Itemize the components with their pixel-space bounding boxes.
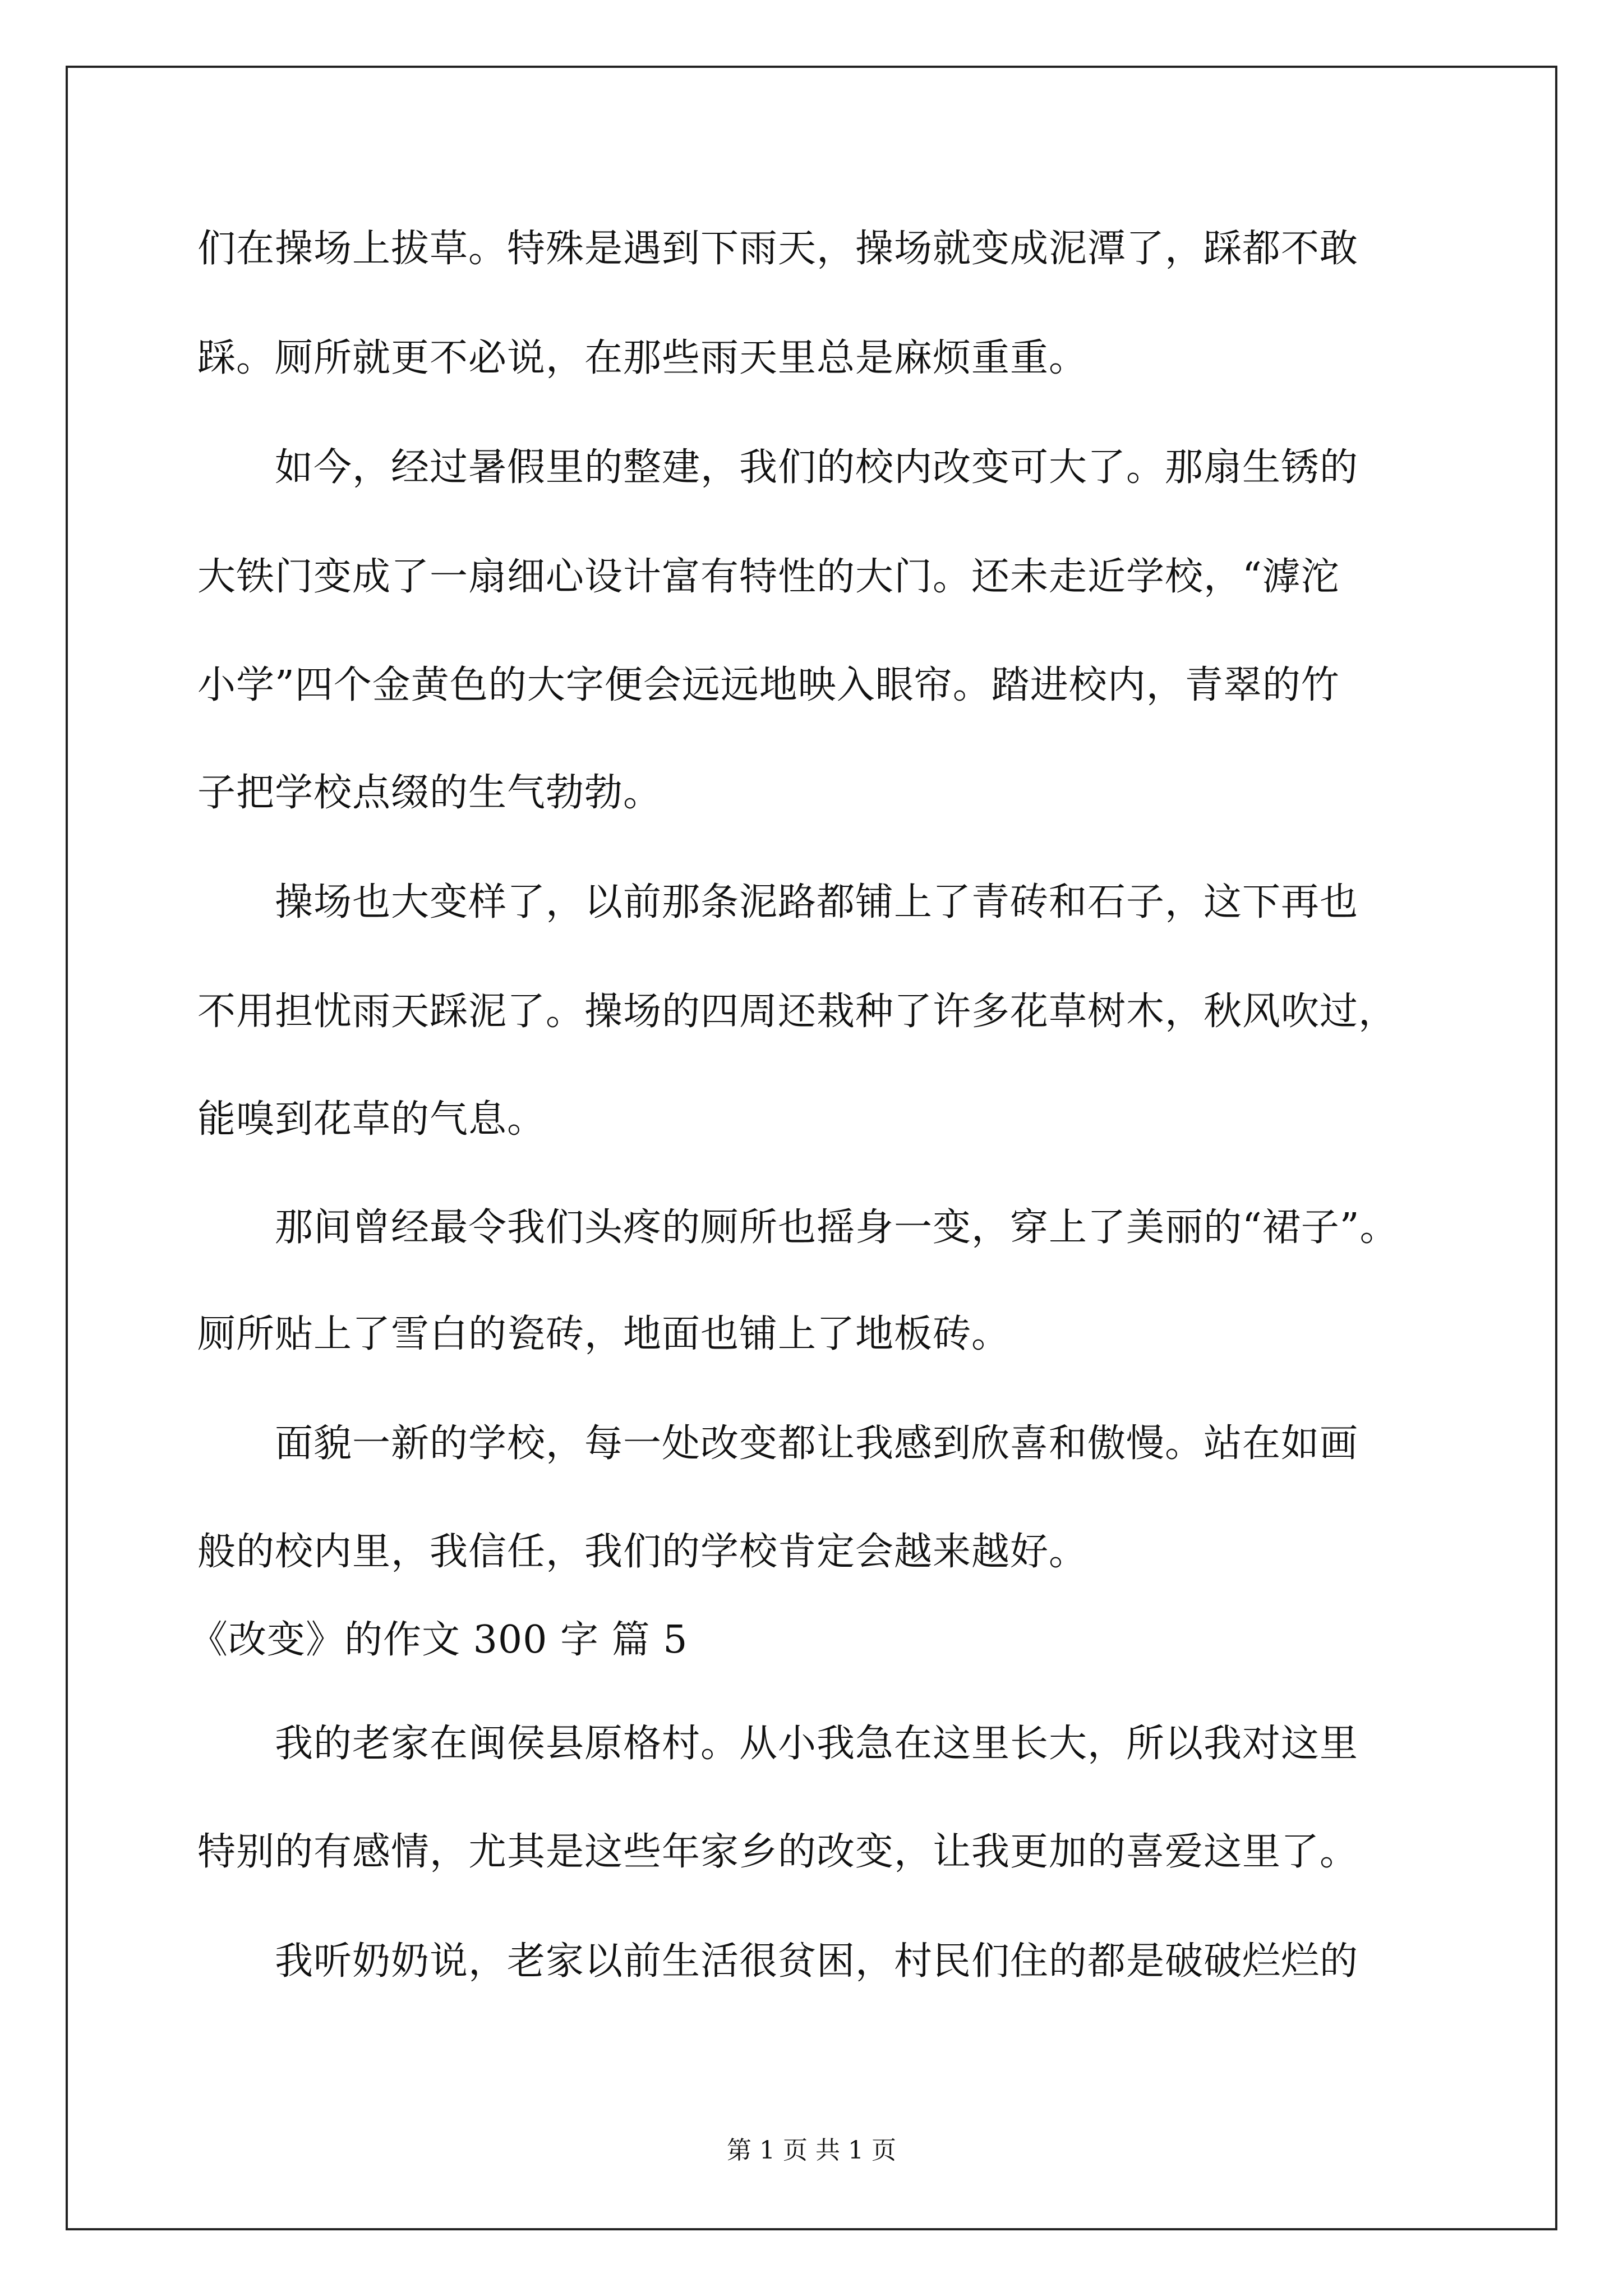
body-line: 我的老家在闽侯县原格村。从小我急在这里长大，所以我对这里 [197, 1722, 1359, 1766]
body-line: 特别的有感情，尤其是这些年家乡的改变，让我更加的喜爱这里了。 [197, 1830, 1359, 1874]
body-line: 我听奶奶说，老家以前生活很贫困，村民们住的都是破破烂烂的 [197, 1939, 1359, 1984]
body-line: 如今，经过暑假里的整建，我们的校内改变可大了。那扇生锈的 [197, 445, 1359, 490]
page-footer: 第 1 页 共 1 页 [727, 2136, 896, 2165]
body-line: 操场也大变样了，以前那条泥路都铺上了青砖和石子，这下再也 [197, 880, 1359, 924]
body-line: 大铁门变成了一扇细心设计富有特性的大门。还未走近学校，“滹沱 [197, 555, 1340, 599]
section-heading: 《改变》的作文 300 字 篇 5 [190, 1618, 688, 1662]
body-line: 不用担忧雨天踩泥了。操场的四周还栽种了许多花草树木，秋风吹过， [197, 990, 1398, 1034]
body-line: 小学”四个金黄色的大字便会远远地映入眼帘。踏进校内，青翠的竹 [197, 663, 1340, 707]
body-line: 能嗅到花草的气息。 [197, 1097, 546, 1142]
body-line: 厕所贴上了雪白的瓷砖，地面也铺上了地板砖。 [197, 1312, 1011, 1356]
body-line: 那间曾经最令我们头疼的厕所也摇身一变，穿上了美丽的“裙子”。 [197, 1205, 1399, 1250]
body-line: 面貌一新的学校，每一处改变都让我感到欣喜和傲慢。站在如画 [197, 1421, 1359, 1466]
body-line: 子把学校点缀的生气勃勃。 [197, 771, 662, 815]
body-line: 们在操场上拔草。特殊是遇到下雨天，操场就变成泥潭了，踩都不敢 [197, 227, 1359, 271]
page-border [66, 66, 1557, 2230]
body-line: 般的校内里，我信任，我们的学校肯定会越来越好。 [197, 1530, 1088, 1574]
body-line: 踩。厕所就更不必说，在那些雨天里总是麻烦重重。 [197, 336, 1088, 380]
